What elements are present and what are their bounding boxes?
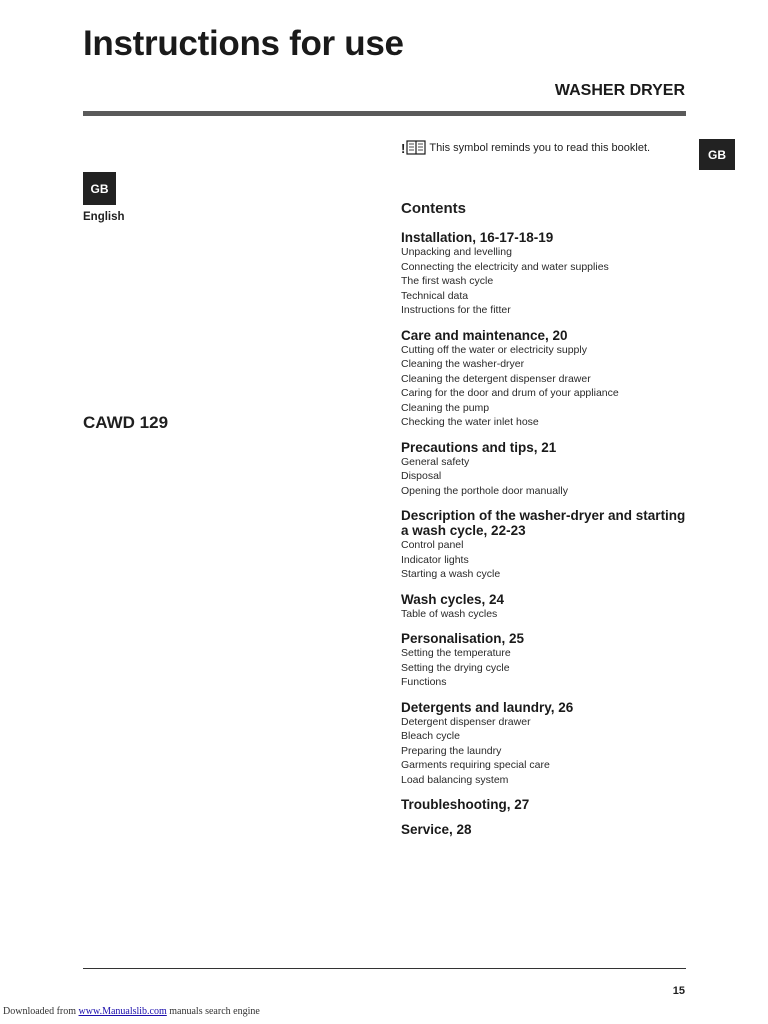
list-item: Indicator lights: [401, 553, 469, 566]
section-items: [401, 455, 686, 499]
contents-section: [401, 822, 686, 837]
section-title: Service, 28: [401, 822, 472, 837]
contents-section: [401, 328, 686, 430]
list-item: Control panel: [401, 539, 464, 551]
list-item: Table of wash cycles: [401, 607, 498, 620]
list-item: Cleaning the pump: [401, 401, 490, 414]
section-title: Personalisation, 25: [401, 631, 525, 646]
symbol-note-text: This symbol reminds you to read this booklet.: [429, 142, 651, 154]
list-item: Unpacking and levelling: [401, 246, 512, 258]
section-title: Description of the washer-dryer and starting a wash cycle, 22-23: [401, 508, 686, 538]
section-items: [401, 607, 686, 622]
section-items: [401, 715, 686, 788]
document-subtitle: WASHER DRYER: [554, 82, 685, 99]
list-item: Checking the water inlet hose: [401, 416, 539, 428]
model-name: CAWD 129: [83, 413, 169, 432]
section-items: [401, 538, 686, 582]
list-item: Preparing the laundry: [401, 744, 502, 757]
list-item: Opening the porthole door manually: [401, 484, 568, 497]
contents-section: [401, 230, 686, 318]
download-credit: [3, 1006, 260, 1017]
contents-section: [401, 797, 686, 812]
contents-section: [401, 631, 686, 690]
warning-mark: !: [401, 140, 406, 156]
list-item: Connecting the electricity and water supplies: [401, 260, 609, 273]
table-of-contents: [401, 200, 686, 847]
contents-sections: [401, 230, 686, 837]
list-item: Technical data: [401, 289, 469, 302]
page-number: 15: [672, 985, 685, 997]
list-item: Cleaning the washer-dryer: [401, 358, 525, 370]
language-tab: GB: [699, 139, 735, 170]
section-items: [401, 646, 686, 690]
list-item: The first wash cycle: [401, 275, 494, 287]
section-title: Installation, 16-17-18-19: [401, 230, 554, 245]
contents-section: [401, 508, 686, 582]
open-book-icon: [406, 140, 426, 156]
section-items: [401, 245, 686, 318]
list-item: Instructions for the fitter: [401, 304, 511, 316]
list-item: Setting the drying cycle: [401, 661, 510, 674]
document-title: Instructions for use: [83, 24, 404, 63]
contents-section: [401, 440, 686, 499]
credit-suffix: manuals search engine: [169, 1006, 260, 1017]
credit-prefix: Downloaded from: [3, 1006, 77, 1017]
list-item: Disposal: [401, 470, 442, 482]
contents-section: [401, 592, 686, 622]
manualslib-link[interactable]: www.Manualslib.com: [78, 1006, 167, 1017]
list-item: Detergent dispenser drawer: [401, 715, 531, 728]
contents-section: [401, 700, 686, 788]
list-item: Garments requiring special care: [401, 759, 550, 771]
language-label: English: [83, 211, 125, 223]
list-item: Setting the temperature: [401, 647, 511, 659]
list-item: Starting a wash cycle: [401, 568, 501, 580]
list-item: General safety: [401, 455, 470, 468]
section-title: Troubleshooting, 27: [401, 797, 530, 812]
section-items: [401, 343, 686, 430]
language-badge: GB: [83, 172, 116, 205]
footer-divider: [83, 968, 686, 969]
section-title: Care and maintenance, 20: [401, 327, 568, 343]
list-item: Load balancing system: [401, 773, 509, 786]
section-title: Detergents and laundry, 26: [401, 699, 574, 715]
section-title: Wash cycles, 24: [401, 591, 505, 607]
section-title: Precautions and tips, 21: [401, 439, 557, 455]
contents-heading: Contents: [401, 200, 466, 217]
list-item: Cleaning the detergent dispenser drawer: [401, 372, 591, 385]
header-divider: [83, 111, 686, 116]
list-item: Bleach cycle: [401, 730, 460, 742]
list-item: Cutting off the water or electricity supply: [401, 343, 587, 356]
list-item: Functions: [401, 676, 447, 688]
list-item: Caring for the door and drum of your appliance: [401, 387, 619, 399]
symbol-note: [401, 140, 650, 156]
